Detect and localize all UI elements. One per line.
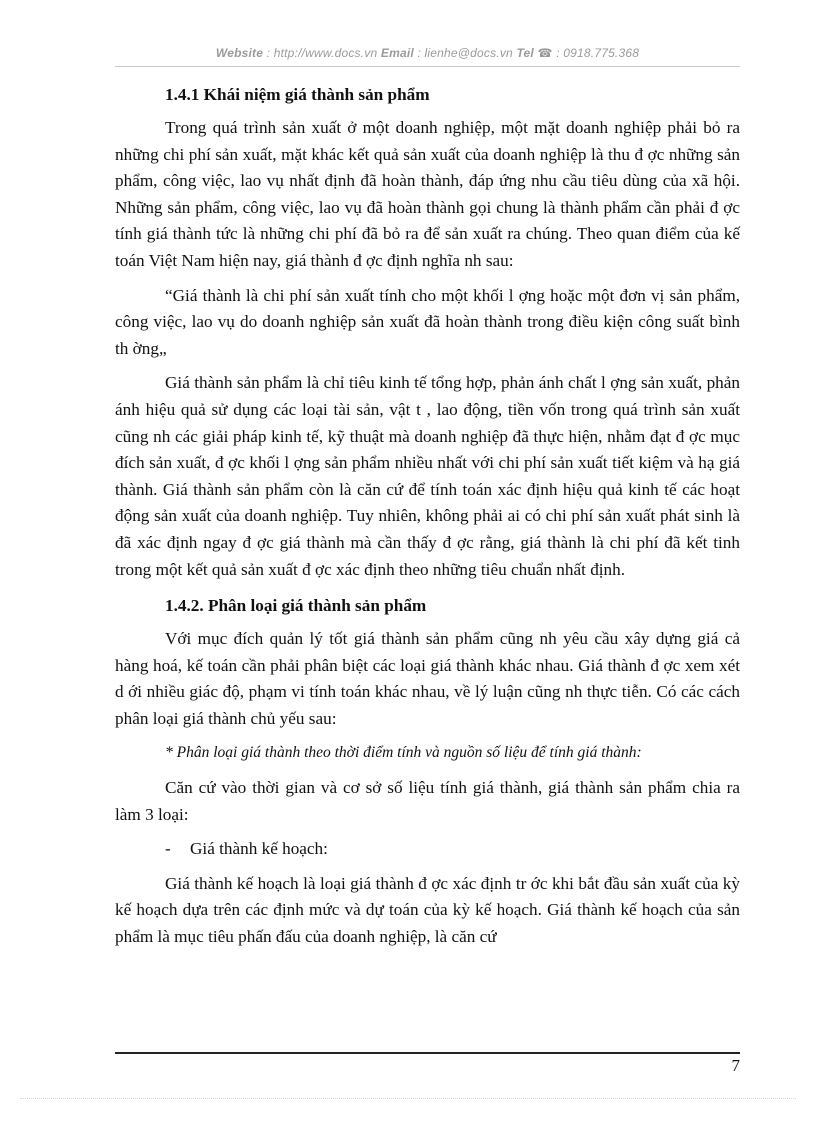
section-heading-1-4-1: 1.4.1 Khái niệm giá thành sản phẩm xyxy=(165,85,430,104)
tel-value: : 0918.775.368 xyxy=(556,46,640,60)
website-label: Website xyxy=(215,46,264,60)
email-value: : lienhe@docs.vn xyxy=(417,46,513,60)
email-label: Email xyxy=(380,46,414,60)
section-heading-1-4-2: 1.4.2. Phân loại giá thành sản phẩm xyxy=(165,596,427,616)
document-body xyxy=(115,80,740,959)
website-value: : http://www.docs.vn xyxy=(266,46,378,60)
list-item xyxy=(115,836,740,863)
paragraph: Với mục đích quản lý tốt giá thành sản phẩm cũng nh yêu cầu xây dựng giá cả hàng hoá, kế toán cần phải phân biệt các loại giá thành khác nhau. Giá thành đ ợc xem xét d ới nhiều giác độ, phạm vi tính toán khác nhau, về lý luận cũng nh thực tiễn. Có các cách phân loại giá thành chủ yếu sau: xyxy=(115,629,740,728)
phone-icon: ☎ xyxy=(537,46,553,60)
footer-divider xyxy=(115,1052,740,1054)
page-number: 7 xyxy=(731,1056,740,1075)
bullet-dash: - xyxy=(165,839,171,859)
classification-note: * Phân loại giá thành theo thời điểm tính và nguồn số liệu để tính giá thành: xyxy=(165,744,642,762)
paragraph: Giá thành sản phẩm là chỉ tiêu kinh tế tổng hợp, phản ánh chất l ợng sản xuất, phản ánh hiệu quả sử dụng các loại tài sản, vật t , lao động, tiền vốn trong quá trình sản xuất cũng nh các giải pháp kinh tế, kỹ thuật mà doanh nghiệp đã thực hiện, nhằm đạt đ ợc mục đích sản xuất, đ ợc khối l ợng sản phẩm nhiều nhất với chi phí sản xuất tiết kiệm và hạ giá thành. Giá thành sản phẩm còn là căn cứ để tính toán xác định hiệu quả kinh tế các hoạt động sản xuất của doanh nghiệp. Tuy nhiên, không phải ai có chi phí sản xuất phát sinh là đã xác định ngay đ ợc giá thành mà cần thấy đ ợc rằng, giá thành là chi phí đã kết tinh trong một kết quả sản xuất đ ợc xác định theo những tiêu chuẩn nhất định. xyxy=(115,373,740,579)
paragraph: Trong quá trình sản xuất ở một doanh nghiệp, một mặt doanh nghiệp phải bỏ ra những chi phí sản xuất, mặt khác kết quả sản xuất của doanh nghiệp là thu đ ợc những sản phẩm, công việc, lao vụ nhất định đã hoàn thành, đáp ứng nhu cầu tiêu dùng của xã hội. Những sản phẩm, công việc, lao vụ đã hoàn thành gọi chung là thành phẩm cần phải đ ợc tính giá thành tức là những chi phí đã bỏ ra để sản xuất ra chúng. Theo quan điểm của kế toán Việt Nam hiện nay, giá thành đ ợc định nghĩa nh sau: xyxy=(115,118,740,270)
page-bottom-edge xyxy=(20,1098,796,1099)
paragraph: Giá thành kế hoạch là loại giá thành đ ợc xác định tr ớc khi bắt đầu sản xuất của kỳ kế hoạch dựa trên các định mức và dự toán của kỳ kế hoạch. Giá thành kế hoạch của sản phẩm là mục tiêu phấn đấu của doanh nghiệp, là căn cứ xyxy=(115,873,740,947)
list-item-label: Giá thành kế hoạch: xyxy=(190,839,328,859)
tel-label: Tel xyxy=(516,46,534,60)
definition-quote: “Giá thành là chi phí sản xuất tính cho một khối l ợng hoặc một đơn vị sản phẩm, công việc, lao vụ do doanh nghiệp sản xuất đã hoàn thành trong điều kiện công suất bình th ờng„ xyxy=(115,285,740,358)
paragraph: Căn cứ vào thời gian và cơ sở số liệu tính giá thành, giá thành sản phẩm chia ra làm 3 loại: xyxy=(115,778,740,824)
page-header xyxy=(115,46,740,60)
header-divider xyxy=(115,66,740,67)
